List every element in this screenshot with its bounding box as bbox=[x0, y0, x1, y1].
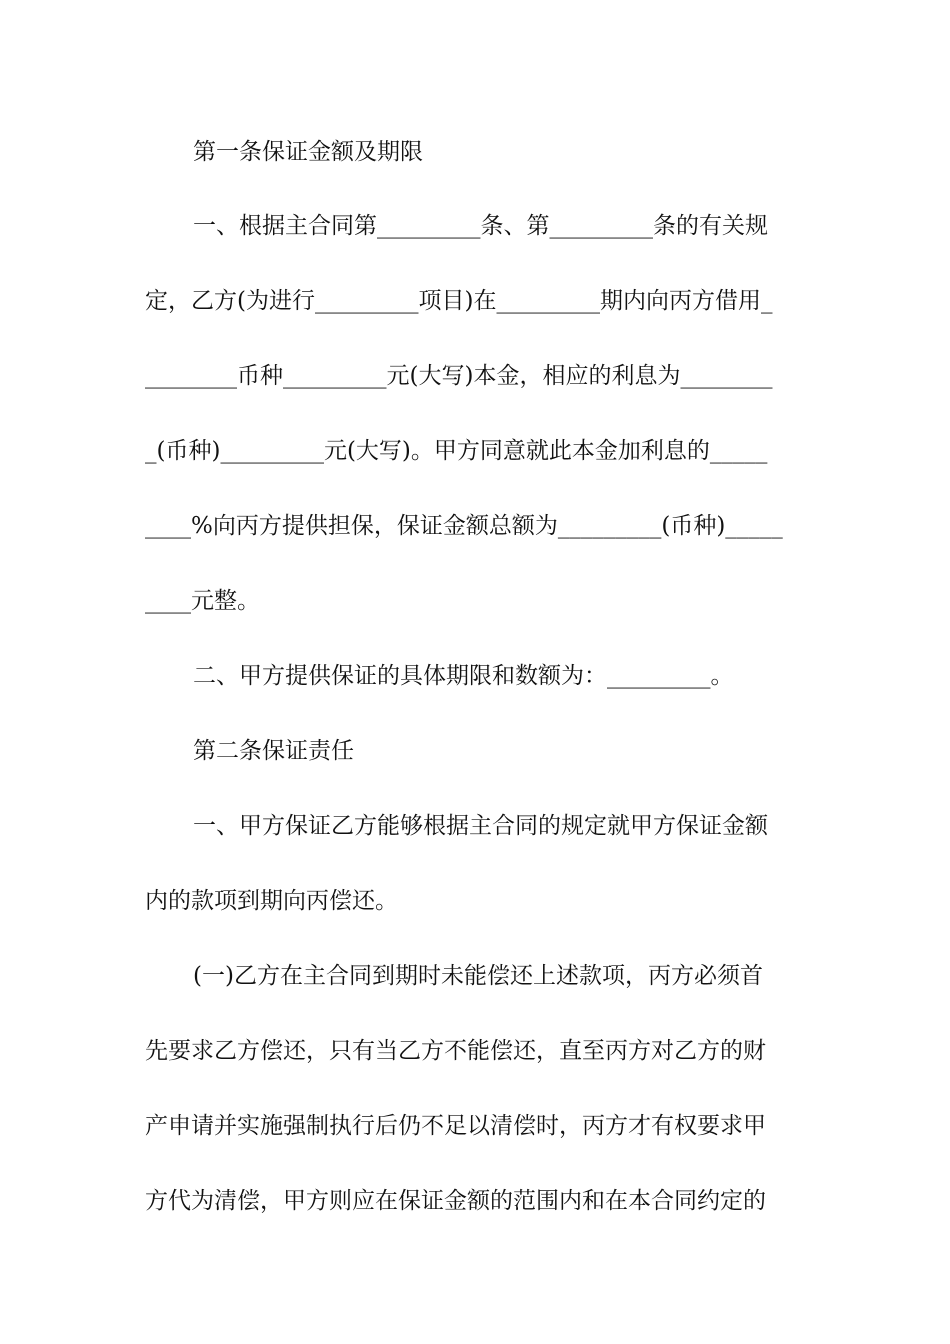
paragraph-line: 先要求乙方偿还，只有当乙方不能偿还，直至丙方对乙方的财 bbox=[145, 1038, 766, 1064]
paragraph-line: 定，乙方(为进行_________项目)在_________期内向丙方借用_ bbox=[145, 288, 773, 314]
article-1-heading: 第一条保证金额及期限 bbox=[193, 139, 423, 165]
paragraph-line: 一、根据主合同第_________条、第_________条的有关规 bbox=[193, 213, 768, 239]
paragraph-line: 一、甲方保证乙方能够根据主合同的规定就甲方保证金额 bbox=[193, 813, 768, 839]
article-2-heading: 第二条保证责任 bbox=[193, 738, 354, 764]
paragraph-line: ________币种_________元(大写)本金，相应的利息为________ bbox=[145, 363, 773, 389]
paragraph-line: (一)乙方在主合同到期时未能偿还上述款项，丙方必须首 bbox=[193, 963, 763, 989]
paragraph-line: 内的款项到期向丙偿还。 bbox=[145, 888, 398, 914]
paragraph-line: _(币种)_________元(大写)。甲方同意就此本金加利息的_____ bbox=[145, 438, 768, 464]
paragraph-line: 二、甲方提供保证的具体期限和数额为：_________。 bbox=[193, 663, 734, 689]
paragraph-line: ____%向丙方提供担保，保证金额总额为_________(币种)_____ bbox=[145, 513, 783, 539]
paragraph-line: 产申请并实施强制执行后仍不足以清偿时，丙方才有权要求甲 bbox=[145, 1113, 766, 1139]
paragraph-line: ____元整。 bbox=[145, 588, 260, 614]
paragraph-line: 方代为清偿，甲方则应在保证金额的范围内和在本合同约定的 bbox=[145, 1188, 766, 1214]
